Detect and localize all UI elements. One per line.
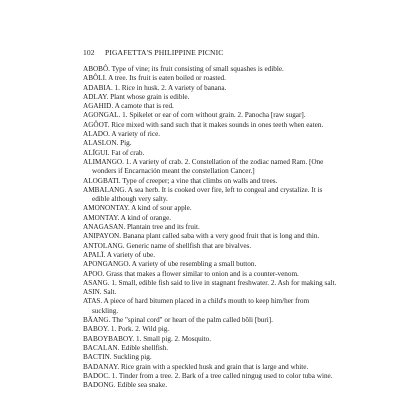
glossary-entry <box>83 93 337 102</box>
entry-term: ASANG. <box>83 278 110 287</box>
entry-definition: 1. A variety of crab. 2. Constellation of the zodiac named Ram. [One wonders if Encarnación meant the constellation Cancer.] <box>92 157 324 176</box>
entry-term: BADOC. <box>83 371 110 380</box>
entry-term: APONGANGO. <box>83 260 131 269</box>
glossary-entry <box>83 186 337 205</box>
glossary-entry <box>83 130 337 139</box>
entry-term: APALÏ. <box>83 250 106 259</box>
entry-term: ANTOLANG. <box>83 241 125 250</box>
entry-definition: Rice mixed with sand such that it makes sounds in ones teeth when eaten. <box>111 120 324 129</box>
entry-definition: 1. Rice in husk. 2. A variety of banana. <box>114 83 227 92</box>
running-title: PIGAFETTA'S PHILIPPINE PICNIC <box>105 48 224 57</box>
entry-term: AGONGAL. <box>83 111 121 120</box>
entry-term: BACALAN. <box>83 343 120 352</box>
entry-definition: Plant whose grain is edible. <box>110 92 190 101</box>
entry-definition: Suckling pig. <box>113 353 152 362</box>
entry-definition: Banana plant called saba with a very good fruit that is long and thin. <box>122 232 320 241</box>
entry-definition: A variety of ube resembling a small button. <box>131 260 257 269</box>
entry-term: APOO. <box>83 269 105 278</box>
entry-term: BABOY. <box>83 325 110 334</box>
entry-definition: Fat of crab. <box>111 148 145 157</box>
glossary-entry <box>83 214 337 223</box>
entry-definition: Rice grain with a speckled husk and grain that is large and white. <box>120 362 309 371</box>
entry-definition: A variety of rice. <box>111 130 161 139</box>
glossary-entry <box>83 279 337 288</box>
glossary-entry <box>83 335 337 344</box>
entry-term: BÄANG. <box>83 316 111 325</box>
glossary-entry <box>83 139 337 148</box>
entry-definition: Salt. <box>103 288 117 297</box>
entry-term: ANAGASAN. <box>83 223 126 232</box>
entry-term: ALOGBATI. <box>83 176 121 185</box>
entry-term: ALADO. <box>83 130 110 139</box>
entry-definition: A piece of hard bitumen placed in a child's mouth to keep him/her from suckling. <box>92 297 310 315</box>
page-number: 102 <box>83 48 95 57</box>
entry-term: BADONG. <box>83 381 116 390</box>
entry-definition: Generic name of shellfish that are bivalves. <box>126 241 252 250</box>
entry-term: ALASLON. <box>83 139 119 148</box>
entry-term: ADLAY. <box>83 92 109 101</box>
glossary-entry <box>83 149 337 158</box>
entry-term: AGÔOT. <box>83 120 110 129</box>
entry-term: ASIN. <box>83 288 102 297</box>
entry-term: ADABIA. <box>83 83 113 92</box>
entry-definition: Type of vine; its fruit consisting of small squashes is edible. <box>111 65 284 73</box>
entry-definition: 1. Small, edible fish said to live in stagnant freshwater. 2. Ash for making salt. <box>111 278 337 287</box>
glossary-entry <box>83 102 337 111</box>
entry-term: ATAS. <box>83 297 103 306</box>
entry-definition: Edible sea snake. <box>117 381 168 390</box>
page-header <box>83 48 337 60</box>
glossary-entry <box>83 363 337 372</box>
glossary-entries <box>83 65 337 390</box>
entry-definition: A sea herb. It is cooked over fire, left to congeal and crystalize. It is edible although very salty. <box>92 185 323 204</box>
entry-definition: Grass that makes a flower similar to onion and is a counter-venom. <box>106 269 299 278</box>
glossary-entry <box>83 325 337 334</box>
glossary-entry <box>83 297 337 316</box>
glossary-entry <box>83 177 337 186</box>
glossary-entry <box>83 344 337 353</box>
entry-term: AMBALANG. <box>83 185 127 194</box>
entry-term: AGAHID. <box>83 102 114 111</box>
glossary-entry <box>83 111 337 120</box>
glossary-entry <box>83 204 337 213</box>
entry-definition: A camote that is red. <box>114 102 174 111</box>
entry-term: AMONONTAY. <box>83 204 130 213</box>
glossary-entry <box>83 232 337 241</box>
entry-definition: Pig. <box>120 139 132 148</box>
glossary-entry <box>83 223 337 232</box>
entry-term: ABÔLI. <box>83 74 107 83</box>
entry-definition: 1. Pork. 2. Wild pig. <box>110 325 170 334</box>
entry-term: ABOBÔ. <box>83 65 110 73</box>
glossary-entry <box>83 158 337 177</box>
entry-definition: The "spinal cord" or heart of the palm called bôli [buri]. <box>112 316 273 325</box>
entry-definition: Plantain tree and its fruit. <box>126 223 200 232</box>
entry-definition: 1. Tinder from a tree. 2. Bark of a tree called ningug used to color tuba wine. <box>111 371 333 380</box>
entry-term: BADANAY. <box>83 362 120 371</box>
glossary-entry <box>83 381 337 390</box>
entry-definition: 1. Small pig. 2. Mosquito. <box>136 334 212 343</box>
entry-term: ANIPAYON. <box>83 232 122 241</box>
entry-definition: A tree. Its fruit is eaten boiled or roasted. <box>108 74 226 83</box>
entry-definition: A variety of ube. <box>106 250 156 259</box>
glossary-entry <box>83 316 337 325</box>
glossary-entry <box>83 260 337 269</box>
entry-term: ALÏGUI. <box>83 148 110 157</box>
entry-term: BACTIN. <box>83 353 112 362</box>
glossary-entry <box>83 121 337 130</box>
entry-term: ALIMANGO. <box>83 157 124 166</box>
glossary-entry <box>83 65 337 74</box>
glossary-entry <box>83 270 337 279</box>
glossary-entry <box>83 74 337 83</box>
entry-definition: Edible shellfish. <box>121 343 169 352</box>
entry-definition: Type of creeper; a vine that climbs on walls and trees. <box>122 176 278 185</box>
entry-term: BABOYBABOY. <box>83 334 135 343</box>
glossary-entry <box>83 353 337 362</box>
glossary-entry <box>83 84 337 93</box>
entry-term: AMONTAY. <box>83 213 120 222</box>
book-page <box>83 48 337 410</box>
glossary-entry <box>83 288 337 297</box>
glossary-entry <box>83 372 337 381</box>
entry-definition: A kind of sour apple. <box>131 204 192 213</box>
entry-definition: A kind of orange. <box>120 213 172 222</box>
glossary-entry <box>83 242 337 251</box>
glossary-entry <box>83 251 337 260</box>
entry-definition: 1. Spikelet or ear of corn without grain. 2. Panocha [raw sugar]. <box>122 111 306 120</box>
